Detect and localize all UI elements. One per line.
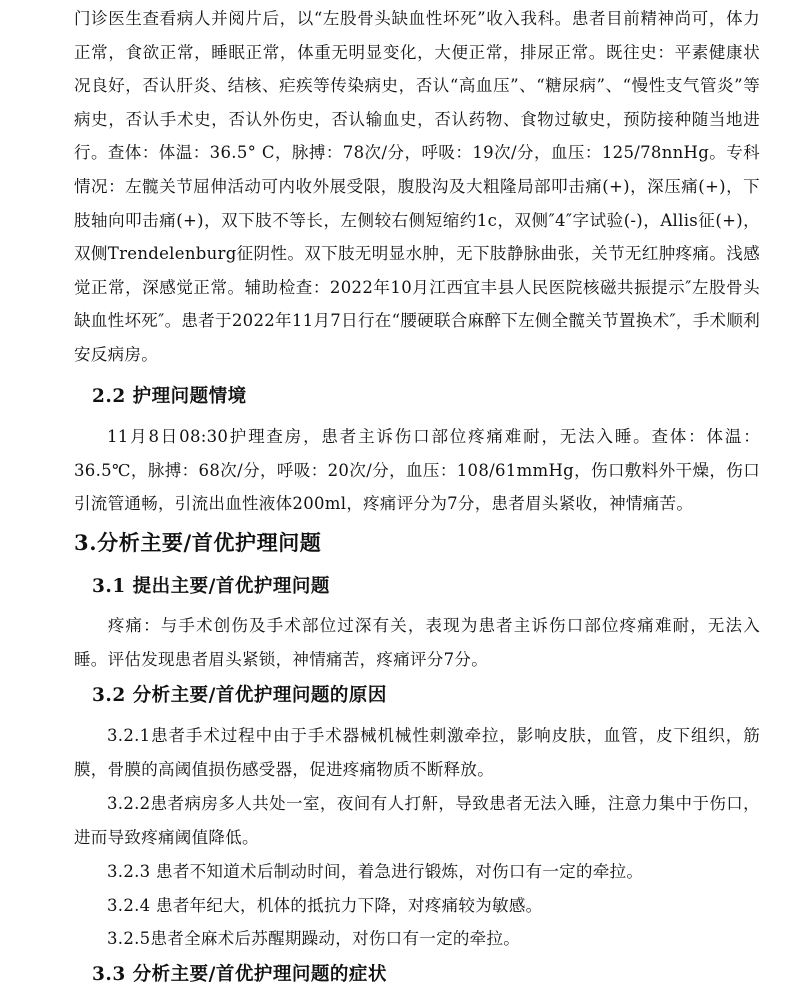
section-3-heading: 3.分析主要/首优护理问题 [74, 530, 322, 555]
section-2-2-heading: 2.2 护理问题情境 [92, 386, 247, 407]
section-3-2-item: 3.2.5患者全麻术后苏醒期躁动，对伤口有一定的牵拉。 [107, 929, 521, 948]
section-3-1-body: 疼痛：与手术创伤及手术部位过深有关，表现为患者主诉伤口部位疼痛难耐，无法入睡。评估发现患者眉头紧锁，神情痛苦，疼痛评分7分。 [74, 616, 760, 669]
section-3-2-heading: 3.2 分析主要/首优护理问题的原因 [92, 685, 387, 706]
intro-paragraph-text: 门诊医生查看病人并阅片后，以“左股骨头缺血性坏死”收入我科。患者目前精神尚可，体力正常，食欲正常，睡眠正常，体重无明显变化，大便正常，排尿正常。既往史：平素健康状况良好，否认肝炎、结核、疟疾等传染病史，否认“高血压”、“糖尿病”、“慢性支气管炎”等病史，否认手术史，否认外伤史，否认输血史，否认药物、食物过敏史，预防接种随当地进行。查体：体温：36.5° C，脉搏：78次/分，呼吸：19次/分，血压：125/78nnHg。专科情况：左髋关节屈伸活动可内收外展受限，腹股沟及大粗隆局部叩击痛(+)，深压痛(+)，下肢轴向叩击痛(+)，双下肢不等长，左侧较右侧短缩约1c，双侧″4″字试验(-)，Allis征(+)，双侧Trendelenburg征阴性。双下肢无明显水肿，无下肢静脉曲张，关节无红肿疼痛。浅感觉正常，深感觉正常。辅助检查：2022年10月江西宜丰县人民医院核磁共振提示″左股骨头缺血性坏死″。患者于2022年11月7日行在“腰硬联合麻醉下左侧全髋关节置换术″，手术顺利安反病房。 [74, 9, 760, 364]
section-3-2-item: 3.2.3 患者不知道术后制动时间，着急进行锻炼，对伤口有一定的牵拉。 [107, 862, 644, 881]
section-3-2-item: 3.2.2患者病房多人共处一室，夜间有人打鼾，导致患者无法入睡，注意力集中于伤口，进而导致疼痛阈值降低。 [74, 794, 760, 847]
section-3-2-item: 3.2.1患者手术过程中由于手术器械机械性刺激牵拉，影响皮肤，血管，皮下组织，筋膜，骨膜的高阈值损伤感受器，促进疼痛物质不断释放。 [74, 726, 760, 779]
intro-paragraph [74, 2, 760, 372]
section-3-1-heading: 3.1 提出主要/首优护理问题 [92, 576, 330, 597]
section-2-2-body: 11月8日08:30护理查房，患者主诉伤口部位疼痛难耐，无法入睡。查体：体温：36.5℃，脉搏：68次/分，呼吸：20次/分，血压：108/61mmHg，伤口敷料外干燥，伤口引流管通畅，引流出血性液体200ml，疼痛评分为7分，患者眉头紧收，神情痛苦。 [74, 427, 760, 514]
section-3-3-heading: 3.3 分析主要/首优护理问题的症状 [92, 964, 387, 985]
section-3-2-item: 3.2.4 患者年纪大，机体的抵抗力下降，对疼痛较为敏感。 [107, 896, 543, 915]
